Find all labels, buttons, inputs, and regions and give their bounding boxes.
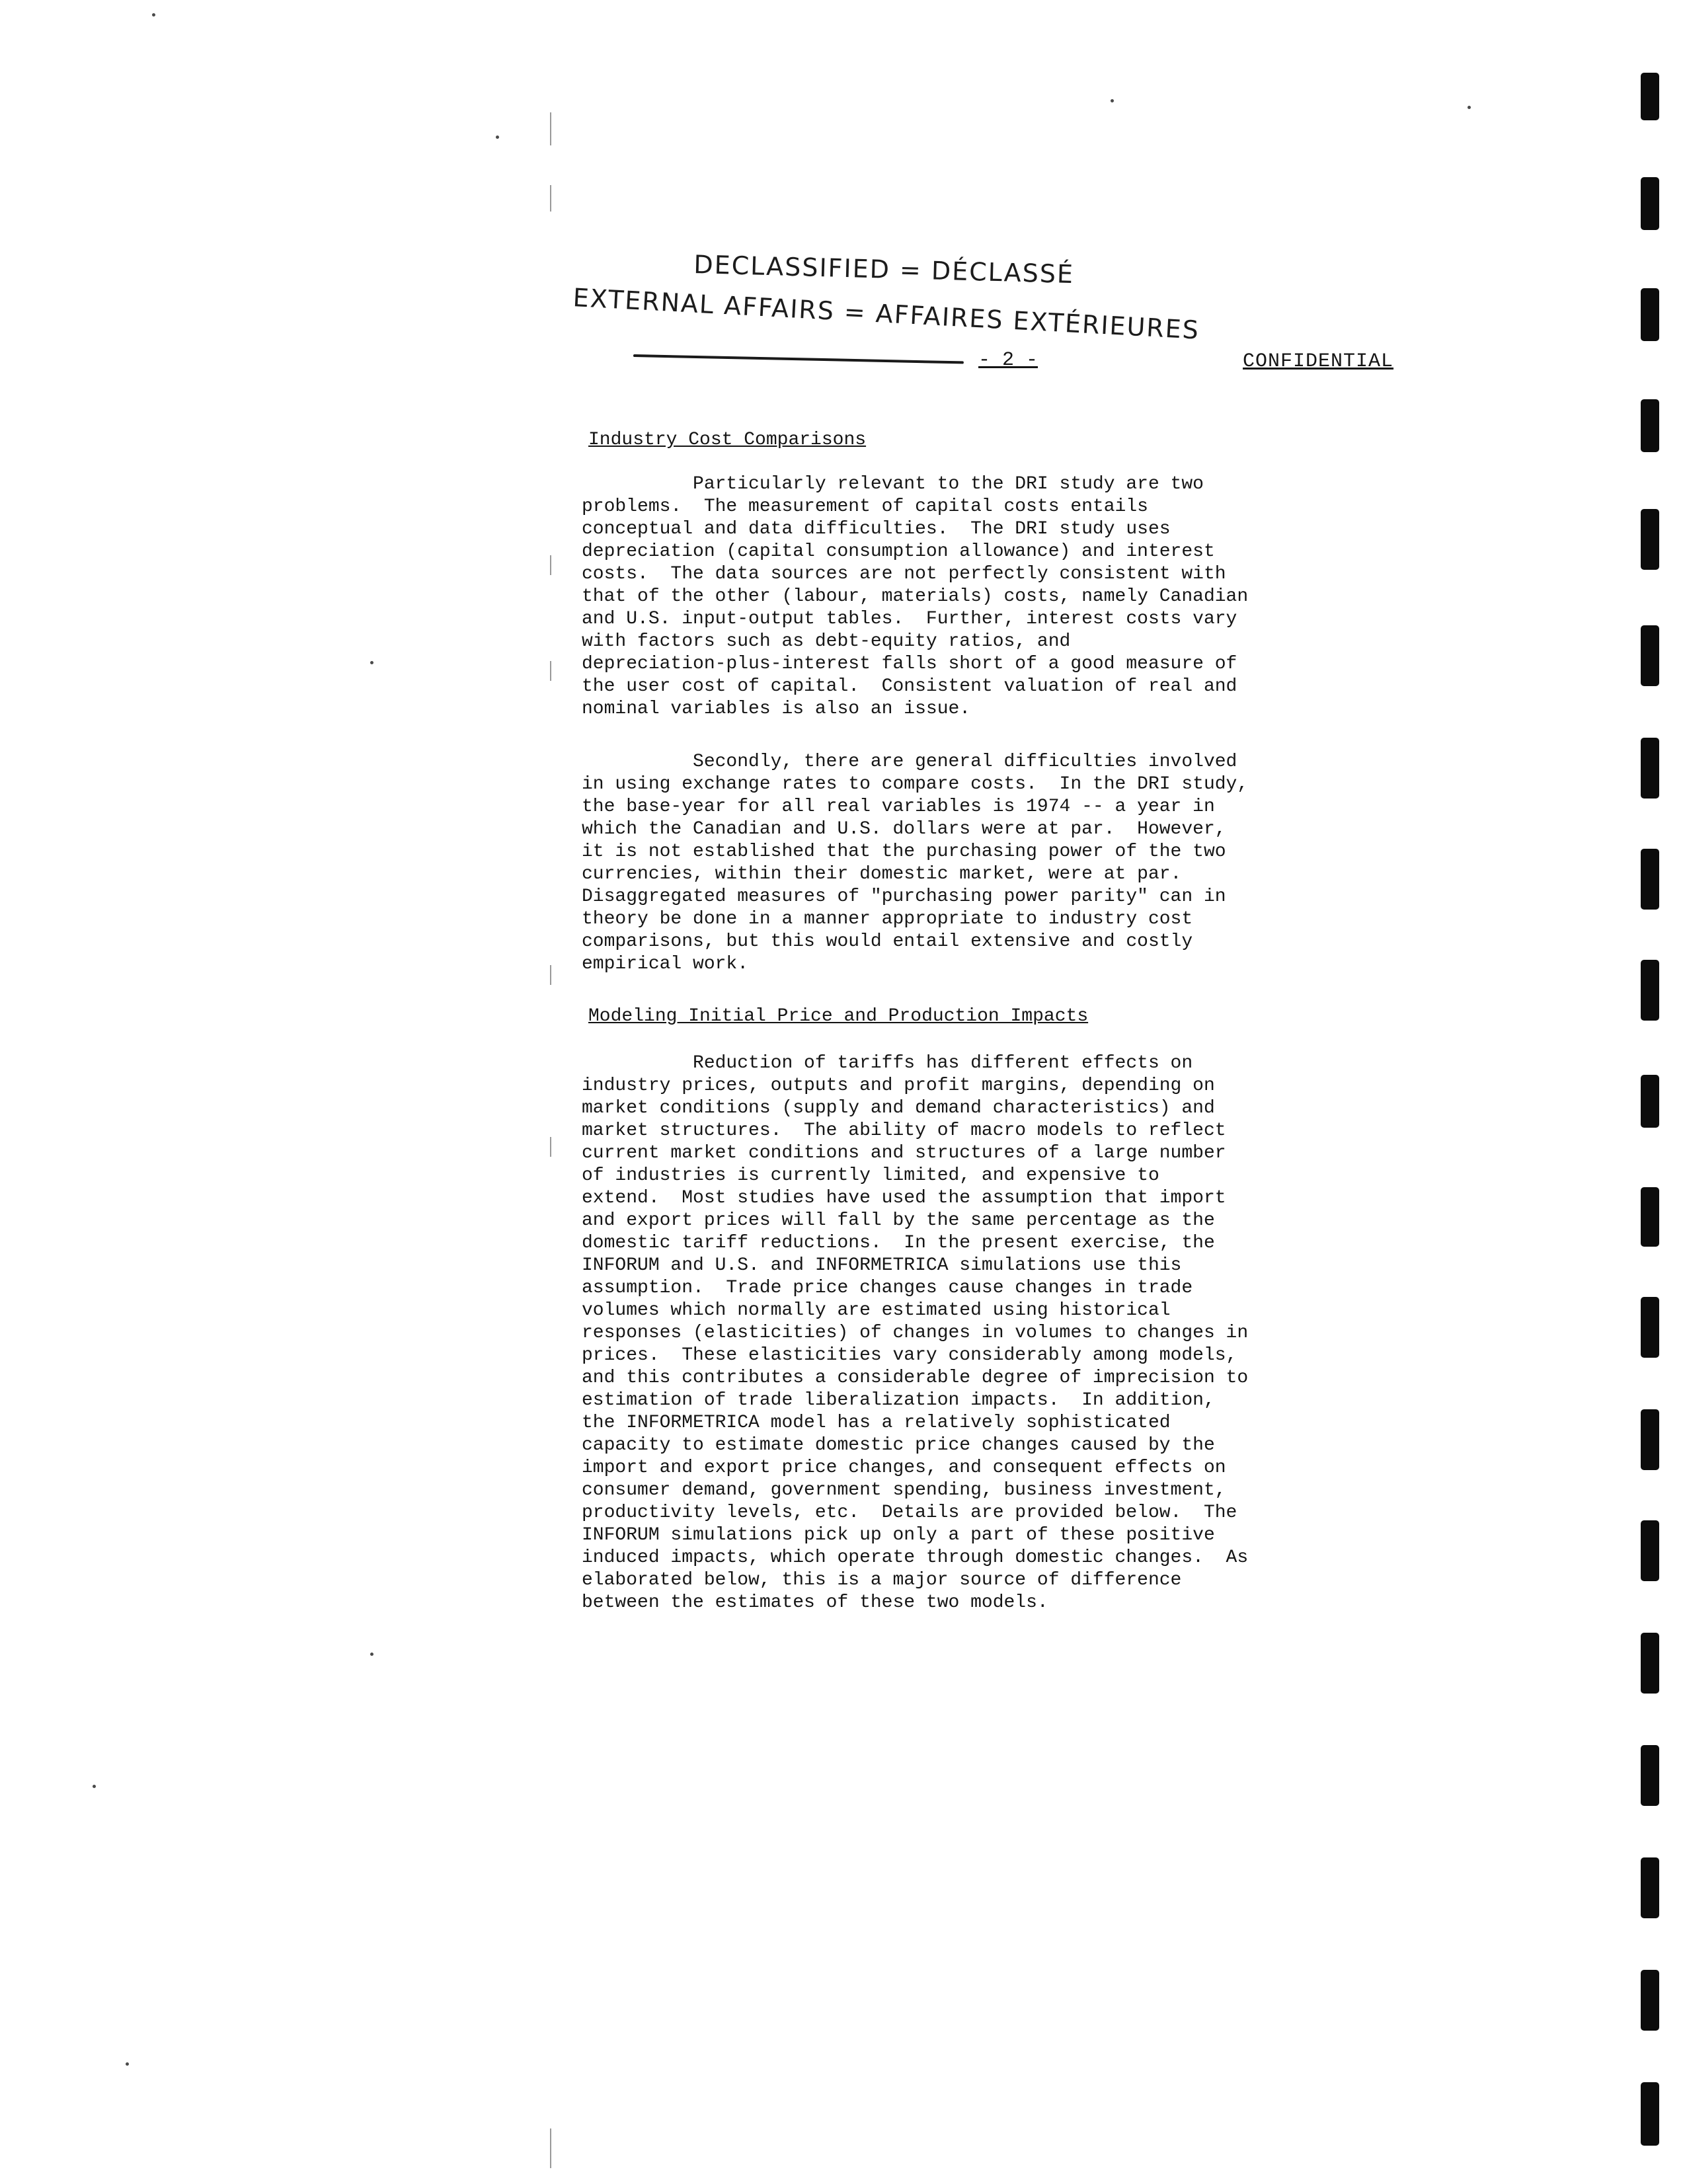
margin-scan-mark [550, 112, 551, 145]
binding-hole-mark [1641, 509, 1659, 570]
binding-hole-mark [1641, 73, 1659, 120]
binding-hole-mark [1641, 1857, 1659, 1918]
scan-speck [370, 661, 373, 664]
margin-scan-mark [550, 965, 551, 985]
binding-hole-mark [1641, 960, 1659, 1021]
binding-hole-mark [1641, 1633, 1659, 1694]
classification-marking: CONFIDENTIAL [1243, 350, 1394, 373]
binding-hole-mark [1641, 738, 1659, 799]
scan-speck [1468, 106, 1471, 109]
binding-hole-mark [1641, 288, 1659, 341]
paragraph-exchange-rates: Secondly, there are general difficulties involved in using exchange rates to compare costs. In the DRI study, the base-year for all real variables is 1974 -- a year in which the Canadian and U.S. dollars were at par. However, it is not established that the purchasing power of the two currencies, within their domestic market, were at par. Disaggregated measures of "purchasing power parity" can in theory be done in a manner appropriate to industry cost comparisons, but this would entail extensive and costly empirical work. [582, 752, 1249, 974]
margin-scan-mark [550, 1137, 551, 1157]
scan-speck [152, 13, 155, 17]
binding-hole-mark [1641, 1970, 1659, 2031]
binding-hole-mark [1641, 1075, 1659, 1128]
binding-hole-mark [1641, 849, 1659, 910]
binding-hole-mark [1641, 2082, 1659, 2146]
section-heading-modeling-impacts: Modeling Initial Price and Production Impacts [588, 1006, 1089, 1027]
section-heading-industry-cost-comparisons: Industry Cost Comparisons [588, 430, 867, 450]
scan-speck [496, 136, 499, 139]
scan-speck [370, 1653, 373, 1656]
margin-scan-mark [550, 2128, 551, 2168]
binding-hole-mark [1641, 1409, 1659, 1470]
scan-speck [93, 1785, 96, 1788]
binding-hole-mark [1641, 1520, 1659, 1581]
paragraph-capital-costs: Particularly relevant to the DRI study are two problems. The measurement of capital costs entails conceptual and data difficulties. The DRI study uses depreciation (capital consumption allowance) and interest costs. The data sources are not perfectly consistent with that of the other (labour, materials) costs, namely Canadian and U.S. input-output tables. Further, interest costs vary with factors such as debt-equity ratios, and depreciation-plus-interest falls short of a good measure of the user cost of capital. Consistent valuation of real and nominal variables is also an issue. [582, 474, 1249, 719]
binding-hole-mark [1641, 1297, 1659, 1358]
binding-hole-mark [1641, 177, 1659, 230]
binding-hole-mark [1641, 1745, 1659, 1806]
page-number: - 2 - [978, 349, 1038, 371]
margin-scan-mark [550, 185, 551, 212]
declassified-stamp-line-1: DECLASSIFIED = DÉCLASSÉ [693, 250, 1075, 290]
scan-speck [126, 2062, 129, 2066]
margin-scan-mark [550, 661, 551, 681]
paragraph-tariff-reduction: Reduction of tariffs has different effects on industry prices, outputs and profit margins, depending on market conditions (supply and demand characteristics) and market structures. The ability of macro models to reflect current market conditions and structures of a large number of industries is currently limited, and expensive to extend. Most studies have used the assumption that import and export prices will fall by the same percentage as the domestic tariff reductions. In the present exercise, the INFORUM and U.S. and INFORMETRICA simulations use this assumption. Trade price changes cause changes in trade volumes which normally are estimated using historical responses (elasticities) of changes in volumes to changes in prices. These elasticities vary considerably among models, and this contributes a considerable degree of imprecision to estimation of trade liberalization impacts. In addition, the INFORMETRICA model has a relatively sophisticated capacity to estimate domestic price changes caused by the import and export price changes, and consequent effects on consumer demand, government spending, business investment, productivity levels, etc. Details are provided below. The INFORUM simulations pick up only a part of these positive induced impacts, which operate through domestic changes. As elaborated below, this is a major source of difference between the estimates of these two models. [582, 1053, 1249, 1613]
margin-scan-mark [550, 555, 551, 575]
declassified-stamp-line-2: EXTERNAL AFFAIRS = AFFAIRES EXTÉRIEURES [572, 283, 1200, 345]
binding-hole-mark [1641, 625, 1659, 686]
binding-hole-mark [1641, 1187, 1659, 1247]
binding-hole-mark [1641, 399, 1659, 452]
header-rule [633, 354, 964, 364]
scan-speck [1111, 99, 1114, 102]
